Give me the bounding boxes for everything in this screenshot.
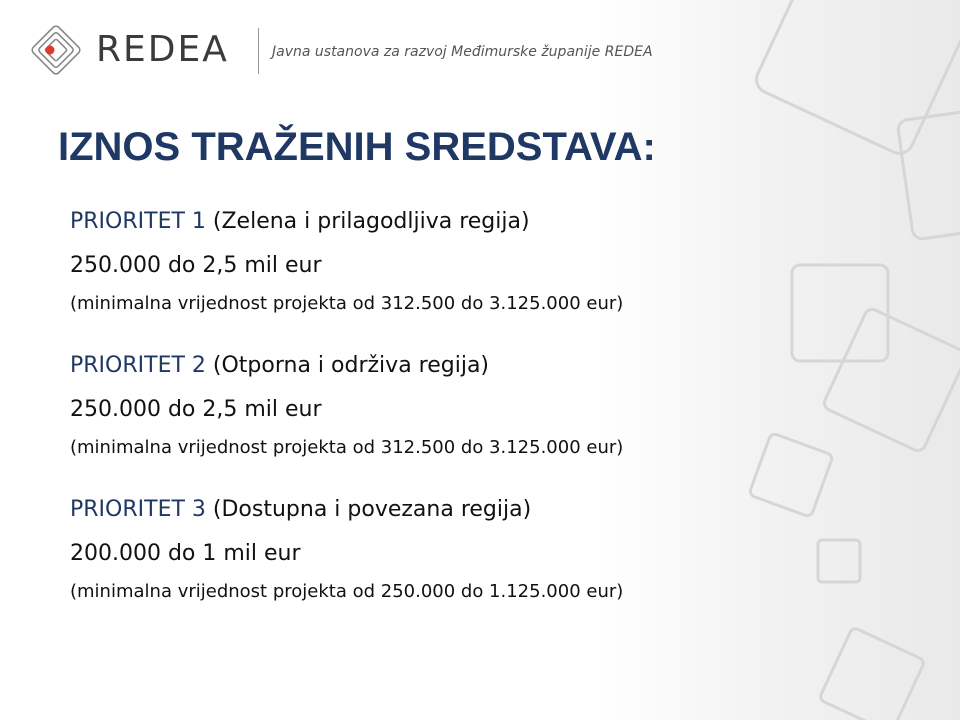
priority-label: PRIORITET 3 <box>70 497 206 522</box>
logo-wordmark: REDEA <box>96 29 229 70</box>
priority-note: (minimalna vrijednost projekta od 312.500 do 3.125.000 eur) <box>70 437 624 458</box>
priority-block-1 <box>70 200 770 320</box>
priority-name: (Otporna i održiva regija) <box>212 353 490 378</box>
priorities-list <box>70 200 770 632</box>
priority-label: PRIORITET 2 <box>70 353 206 378</box>
redea-logo-icon <box>30 24 82 76</box>
priority-note: (minimalna vrijednost projekta od 250.000 do 1.125.000 eur) <box>70 581 624 602</box>
header-divider <box>258 28 259 74</box>
priority-label: PRIORITET 1 <box>70 209 206 234</box>
priority-heading <box>70 344 770 388</box>
priority-amount: 200.000 do 1 mil eur <box>70 541 301 566</box>
priority-name: (Zelena i prilagodljiva regija) <box>212 209 530 234</box>
priority-note: (minimalna vrijednost projekta od 312.500 do 3.125.000 eur) <box>70 293 624 314</box>
priority-heading <box>70 200 770 244</box>
slide-title: IZNOS TRAŽENIH SREDSTAVA: <box>58 125 656 169</box>
priority-heading <box>70 488 770 532</box>
priority-amount: 250.000 do 2,5 mil eur <box>70 397 322 422</box>
priority-amount: 250.000 do 2,5 mil eur <box>70 253 322 278</box>
priority-name: (Dostupna i povezana regija) <box>212 497 532 522</box>
priority-block-3 <box>70 488 770 608</box>
priority-block-2 <box>70 344 770 464</box>
organization-name: Javna ustanova za razvoj Međimurske županije REDEA <box>272 44 653 60</box>
